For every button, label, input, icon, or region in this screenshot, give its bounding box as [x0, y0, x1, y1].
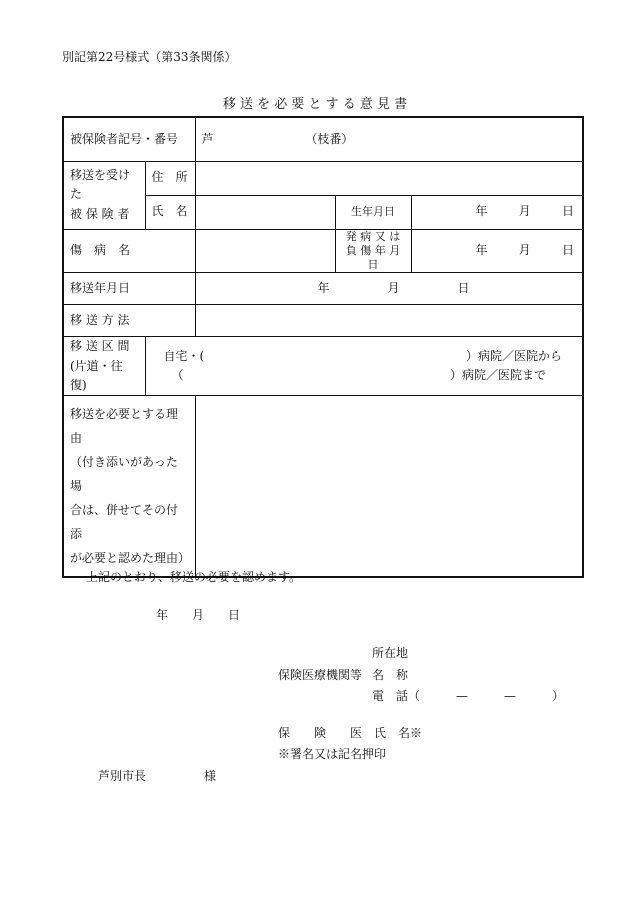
certify-text: 上記のとおり、移送の必要を認めます。: [86, 570, 302, 584]
issue-date[interactable]: 年 月 日: [156, 608, 241, 622]
transfer-section-label: 移 送 区 間 (片道・往復): [63, 337, 145, 396]
honorific: 様: [204, 769, 217, 783]
to-line: （ ）病院／医院まで: [171, 368, 547, 383]
transferred-insured-label: 移送を受けた 被 保 険 者: [63, 161, 145, 229]
transfer-method-label: 移 送 方 法: [63, 305, 195, 337]
disease-label: 傷 病 名: [63, 229, 195, 273]
insured-number-field[interactable]: [195, 117, 583, 161]
institution-name-label: 名 称: [372, 668, 409, 682]
page-title: 移 送 を 必 要 と す る 意 見 書: [222, 97, 408, 112]
opinion-form-table: [62, 116, 584, 578]
reason-field[interactable]: [195, 395, 583, 577]
location-label: 所在地: [372, 646, 409, 660]
insured-prefix: 芦: [201, 131, 214, 146]
onset-date-field[interactable]: 年 月 日: [411, 229, 583, 273]
disease-field[interactable]: [195, 229, 335, 273]
signature-note: ※署名又は記名押印: [278, 747, 387, 761]
form-number: 別記第22号様式（第33条関係）: [62, 50, 237, 64]
row-reason: [63, 395, 583, 577]
doctor-name-label: 保 険 医 氏 名※: [278, 726, 423, 740]
branch-number-label: （枝番）: [305, 131, 354, 146]
row-address: [63, 161, 583, 195]
reason-label: 移送を必要とする理由 （付き添いがあった場 合は、併せてその付添 が必要と認めた理由）: [63, 395, 195, 577]
transfer-method-field[interactable]: [195, 305, 583, 337]
row-transfer-date: [63, 273, 583, 305]
addressee: 芦別市長: [98, 769, 147, 783]
institution-label: 保険医療機関等: [278, 668, 363, 682]
row-transfer-section: [63, 337, 583, 396]
birthdate-field[interactable]: 年 月 日: [411, 195, 583, 229]
insured-number-label: 被保険者記号・番号: [63, 117, 195, 161]
from-line: 自宅・( ）病院／医院から: [163, 348, 563, 363]
name-label: 氏 名: [145, 195, 195, 229]
phone-label: 電 話（ — — ）: [372, 689, 565, 703]
row-transfer-method: [63, 305, 583, 337]
row-disease: [63, 229, 583, 273]
transfer-date-field[interactable]: 年 月 日: [195, 273, 583, 305]
row-insured-number: [63, 117, 583, 161]
address-field[interactable]: [195, 161, 583, 195]
transfer-date-label: 移送年月日: [63, 273, 195, 305]
onset-date-label: 発 病 又 は 負 傷 年 月 日: [335, 229, 411, 273]
transfer-section-field[interactable]: [145, 337, 583, 396]
birthdate-label: 生年月日: [335, 195, 411, 229]
address-label: 住 所: [145, 161, 195, 195]
name-field[interactable]: [195, 195, 335, 229]
